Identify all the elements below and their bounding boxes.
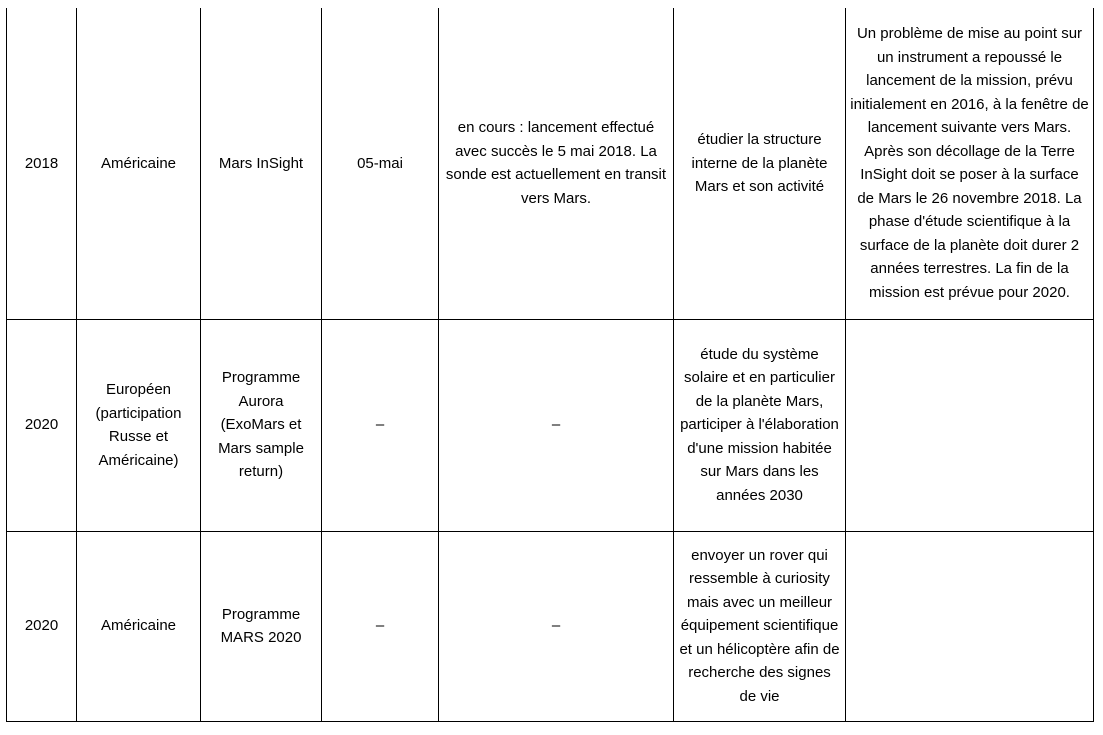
nation-cell: Américaine <box>77 531 201 721</box>
notes-cell <box>846 531 1094 721</box>
mars-missions-table <box>6 8 1094 722</box>
goal-cell: étudier la structure interne de la planète Mars et son activité <box>674 8 846 319</box>
notes-cell <box>846 319 1094 531</box>
status-cell: – <box>439 531 674 721</box>
mission-cell: Programme MARS 2020 <box>201 531 322 721</box>
date-cell: 05-mai <box>322 8 439 319</box>
table-row <box>7 8 1094 319</box>
notes-cell: Un problème de mise au point sur un instrument a repoussé le lancement de la mission, prévu initialement en 2016, à la fenêtre de lancement suivante vers Mars. Après son décollage de la Terre InSight doit se poser à la surface de Mars le 26 novembre 2018. La phase d'étude scientifique à la surface de la planète doit durer 2 années terrestres. La fin de la mission est prévue pour 2020. <box>846 8 1094 319</box>
year-cell: 2018 <box>7 8 77 319</box>
mission-cell: Mars InSight <box>201 8 322 319</box>
date-cell: – <box>322 319 439 531</box>
date-cell: – <box>322 531 439 721</box>
goal-cell: envoyer un rover qui ressemble à curiosity mais avec un meilleur équipement scientifique et un hélicoptère afin de recherche des signes de vie <box>674 531 846 721</box>
nation-cell: Européen (participation Russe et Américaine) <box>77 319 201 531</box>
table-row <box>7 531 1094 721</box>
status-cell: – <box>439 319 674 531</box>
table-row <box>7 319 1094 531</box>
year-cell: 2020 <box>7 531 77 721</box>
year-cell: 2020 <box>7 319 77 531</box>
mission-cell: Programme Aurora (ExoMars et Mars sample return) <box>201 319 322 531</box>
status-cell: en cours : lancement effectué avec succès le 5 mai 2018. La sonde est actuellement en transit vers Mars. <box>439 8 674 319</box>
goal-cell: étude du système solaire et en particulier de la planète Mars, participer à l'élaboration d'une mission habitée sur Mars dans les années 2030 <box>674 319 846 531</box>
nation-cell: Américaine <box>77 8 201 319</box>
